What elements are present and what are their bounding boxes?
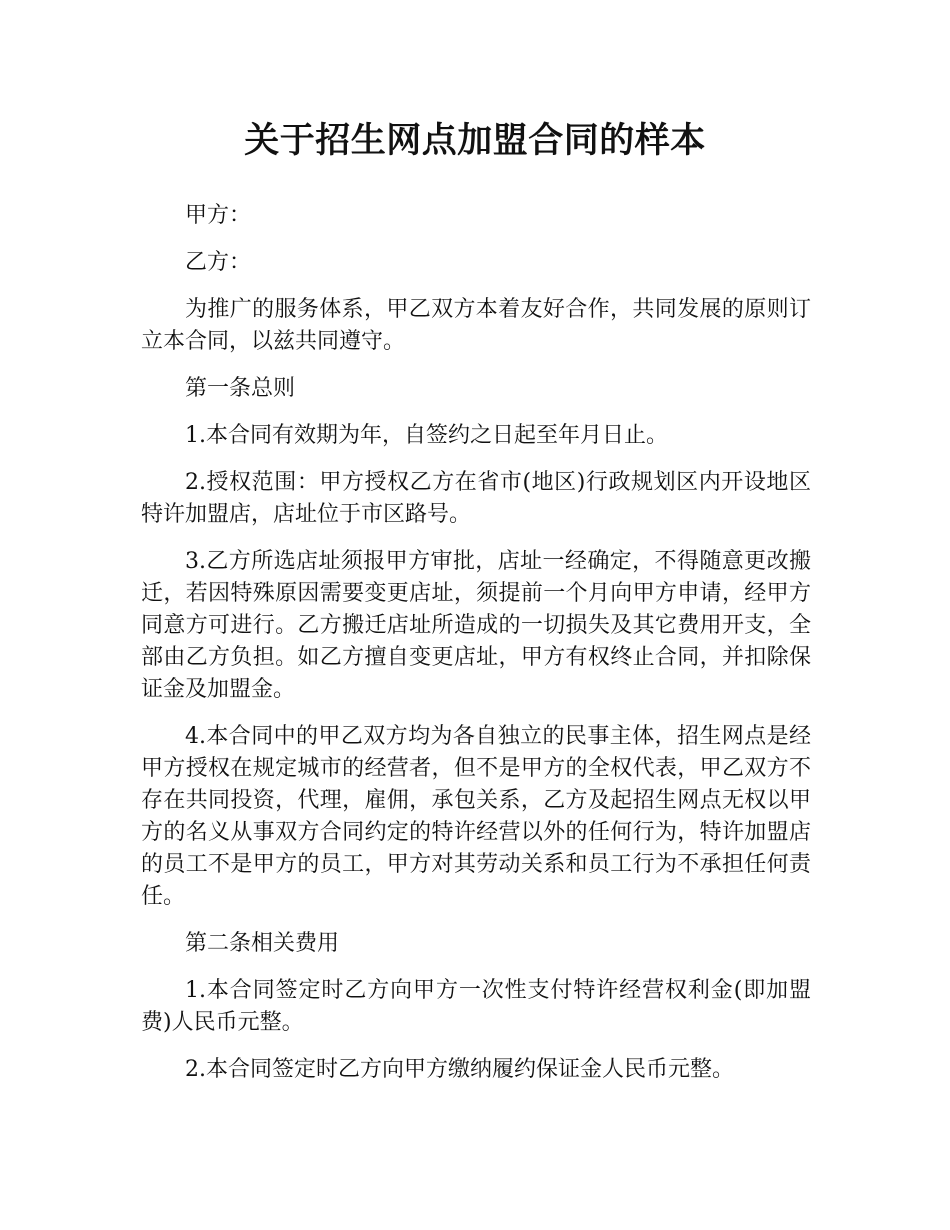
- article-1-clause-1: 1.本合同有效期为年，自签约之日起至年月日止。: [185, 423, 668, 448]
- article-1-heading: 第一条总则: [185, 376, 296, 401]
- document-title: 关于招生网点加盟合同的样本: [244, 121, 706, 161]
- article-2-heading: 第二条相关费用: [185, 931, 340, 956]
- preamble-paragraph: 为推广的服务体系，甲乙双方本着友好合作，共同发展的原则订立本合同，以兹共同遵守。: [141, 297, 811, 354]
- article-1-clause-3: 3.乙方所选店址须报甲方审批，店址一经确定，不得随意更改搬迁，若因特殊原因需要变更店址，须提前一个月向甲方申请，经甲方同意方可进行。乙方搬迁店址所造成的一切损失及其它费用开支，全部由乙方负担。如乙方擅自变更店址，甲方有权终止合同，并扣除保证金及加盟金。: [141, 549, 811, 702]
- article-2-clause-1: 1.本合同签定时乙方向甲方一次性支付特许经营权利金(即加盟费)人民币元整。: [141, 978, 811, 1035]
- article-1-clause-2: 2.授权范围：甲方授权乙方在省市(地区)行政规划区内开设地区特许加盟店，店址位于市区路号。: [141, 470, 811, 527]
- party-b-line: 乙方：: [185, 250, 252, 275]
- article-1-clause-4: 4.本合同中的甲乙双方均为各自独立的民事主体，招生网点是经甲方授权在规定城市的经营者，但不是甲方的全权代表，甲乙双方不存在共同投资，代理，雇佣，承包关系，乙方及起招生网点无权以甲方的名义从事双方合同约定的特许经营以外的任何行为，特许加盟店的员工不是甲方的员工，甲方对其劳动关系和员工行为不承担任何责任。: [141, 724, 811, 909]
- article-2-clause-2: 2.本合同签定时乙方向甲方缴纳履约保证金人民币元整。: [185, 1057, 734, 1082]
- party-a-line: 甲方：: [185, 203, 252, 228]
- document-body: [141, 200, 811, 1101]
